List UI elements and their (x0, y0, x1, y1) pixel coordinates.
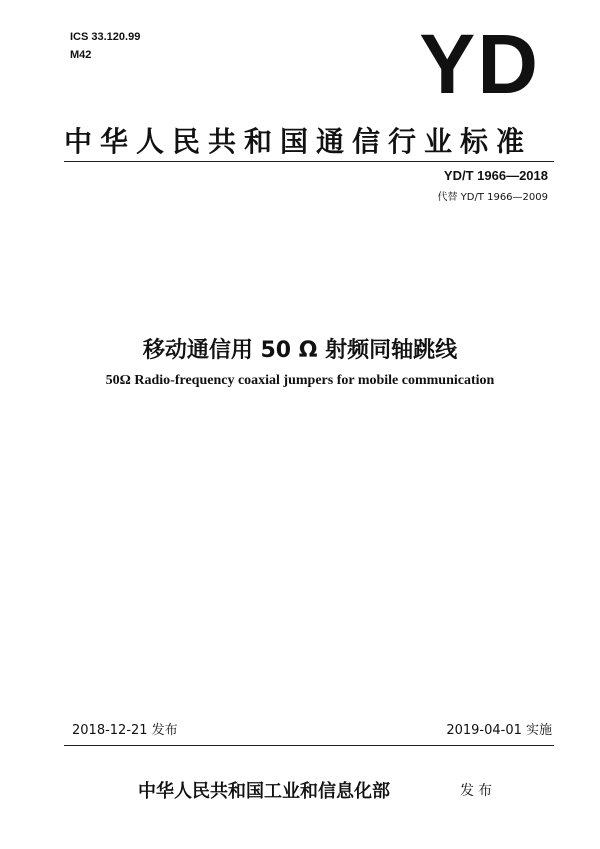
category-code: M42 (70, 49, 92, 61)
publish-date: 2018-12-21 发布 (72, 723, 178, 738)
footer-divider (64, 745, 554, 746)
effective-date: 2019-04-01 实施 (446, 723, 552, 738)
ics-code: ICS 33.120.99 (70, 31, 141, 43)
standard-code: YD/T 1966—2018 (443, 168, 548, 183)
issue-label: 发布 (460, 783, 496, 799)
replaces-code: 代替 YD/T 1966—2009 (437, 192, 548, 203)
yd-logo: YD (419, 17, 540, 111)
document-title-en: 50Ω Radio-frequency coaxial jumpers for mobile communication (105, 373, 495, 388)
standard-header-title: 中华人民共和国通信行业标准 (64, 125, 533, 158)
document-title-cn: 移动通信用 50 Ω 射频同轴跳线 (142, 338, 458, 363)
issuing-authority: 中华人民共和国工业和信息化部 (138, 781, 390, 802)
header-divider (64, 161, 554, 162)
